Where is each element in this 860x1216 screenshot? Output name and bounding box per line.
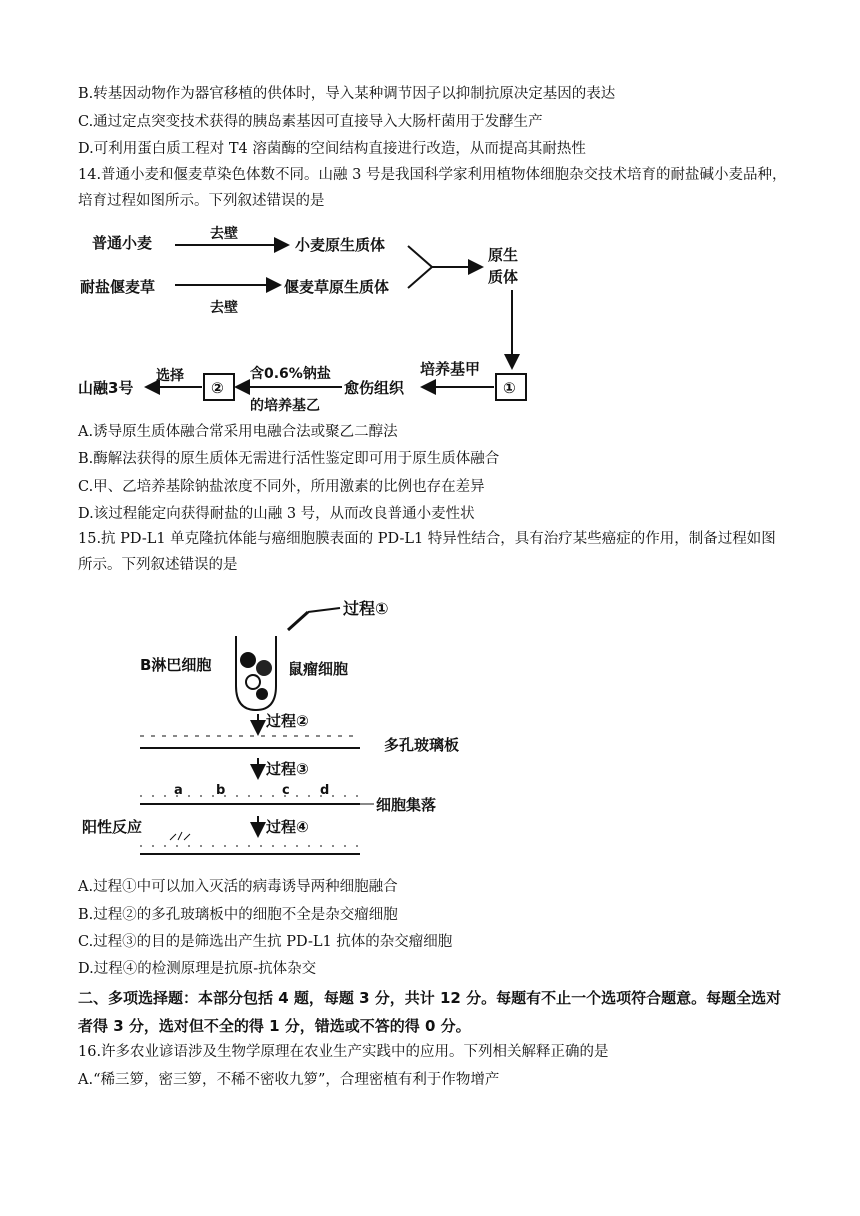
merge-bracket <box>408 246 432 288</box>
process-1-label: 过程① <box>343 599 389 618</box>
label-b: b <box>216 783 226 798</box>
process-2-label: 过程② <box>266 712 309 730</box>
b-cell-dot <box>240 652 256 668</box>
grass-protoplast-label: 偃麦草原生质体 <box>284 278 390 296</box>
select-label: 选择 <box>156 368 184 384</box>
q15-option-d: D.过程④的检测原理是抗原-抗体杂交 <box>78 961 317 977</box>
q14-option-c: C.甲、乙培养基除钠盐浓度不同外，所用激素的比例也存在差异 <box>78 479 485 495</box>
q15-stem: 15.抗 PD-L1 单克隆抗体能与癌细胞膜表面的 PD-L1 特异性结合，具有治疗某些癌症的作用，制备过程如图所示。下列叙述错误的是 <box>78 531 776 573</box>
q15-option-b: B.过程②的多孔玻璃板中的细胞不全是杂交瘤细胞 <box>78 907 398 923</box>
process-4-label: 过程④ <box>266 818 309 836</box>
q13-option-c: C.通过定点突变技术获得的胰岛素基因可直接导入大肠杆菌用于发酵生产 <box>78 114 543 130</box>
protoplast-label-2: 质体 <box>488 268 519 286</box>
q16-stem: 16.许多农业谚语涉及生物学原理在农业生产实践中的应用。下列相关解释正确的是 <box>78 1044 609 1060</box>
q14-option-b: B.酶解法获得的原生质体无需进行活性鉴定即可用于原生质体融合 <box>78 451 500 467</box>
remove-wall-label-2: 去壁 <box>210 300 238 316</box>
q14-option-d: D.该过程能定向获得耐盐的山融 3 号，从而改良普通小麦性状 <box>78 506 475 522</box>
plate-label: 多孔玻璃板 <box>384 736 460 754</box>
q13-option-d: D.可利用蛋白质工程对 T4 溶菌酶的空间结构直接进行改造，从而提高其耐热性 <box>78 141 586 157</box>
q13-option-b: B.转基因动物作为器官移植的供体时，导入某种调节因子以抑制抗原决定基因的表达 <box>78 86 616 102</box>
process-3-label: 过程③ <box>266 760 309 778</box>
callus-label: 愈伤组织 <box>344 379 405 397</box>
grass-label: 耐盐偃麦草 <box>80 278 156 296</box>
protoplast-label-1: 原生 <box>488 246 519 264</box>
q15-option-a: A.过程①中可以加入灭活的病毒诱导两种细胞融合 <box>78 879 398 895</box>
myeloma-label: 鼠瘤细胞 <box>288 660 349 678</box>
remove-wall-label-1: 去壁 <box>210 226 238 242</box>
result-label: 山融3号 <box>78 379 134 397</box>
q14-diagram <box>70 218 540 418</box>
wheat-protoplast-label: 小麦原生质体 <box>295 236 386 254</box>
q14-option-a: A.诱导原生质体融合常采用电融合法或聚乙二醇法 <box>78 424 398 440</box>
salt-medium-label-1: 含0.6%钠盐 <box>250 366 331 382</box>
wheat-label: 普通小麦 <box>92 234 153 252</box>
pipette <box>288 612 308 630</box>
salt-medium-label-2: 的培养基乙 <box>250 398 320 414</box>
box-2-label: ② <box>211 379 224 397</box>
label-c: c <box>282 783 290 798</box>
label-a: a <box>174 783 183 798</box>
colony-label: 细胞集落 <box>376 796 437 814</box>
medium-a-label: 培养基甲 <box>420 360 481 378</box>
positive-reaction-mark <box>170 832 190 840</box>
section-2-heading: 二、多项选择题：本部分包括 4 题，每题 3 分，共计 12 分。每题有不止一个选项符合题意。每题全选对者得 3 分，选对但不全的得 1 分，错选或不答的得 0 分。 <box>78 989 782 1035</box>
box-1-label: ① <box>503 379 516 397</box>
q16-option-a: A.“稀三箩，密三箩，不稀不密收九箩”，合理密植有利于作物增产 <box>78 1072 500 1088</box>
positive-label: 阳性反应 <box>82 818 143 836</box>
detection-plate <box>140 846 360 854</box>
q14-stem: 14.普通小麦和偃麦草染色体数不同。山融 3 号是我国科学家利用植物体细胞杂交技术培育的耐盐碱小麦品种，培育过程如图所示。下列叙述错误的是 <box>78 167 787 209</box>
multiwell-plate <box>140 736 360 748</box>
q15-option-c: C.过程③的目的是筛选出产生抗 PD-L1 抗体的杂交瘤细胞 <box>78 934 453 950</box>
b-cell-label: B淋巴细胞 <box>140 656 212 674</box>
label-d: d <box>320 783 330 798</box>
q15-diagram <box>78 590 478 870</box>
